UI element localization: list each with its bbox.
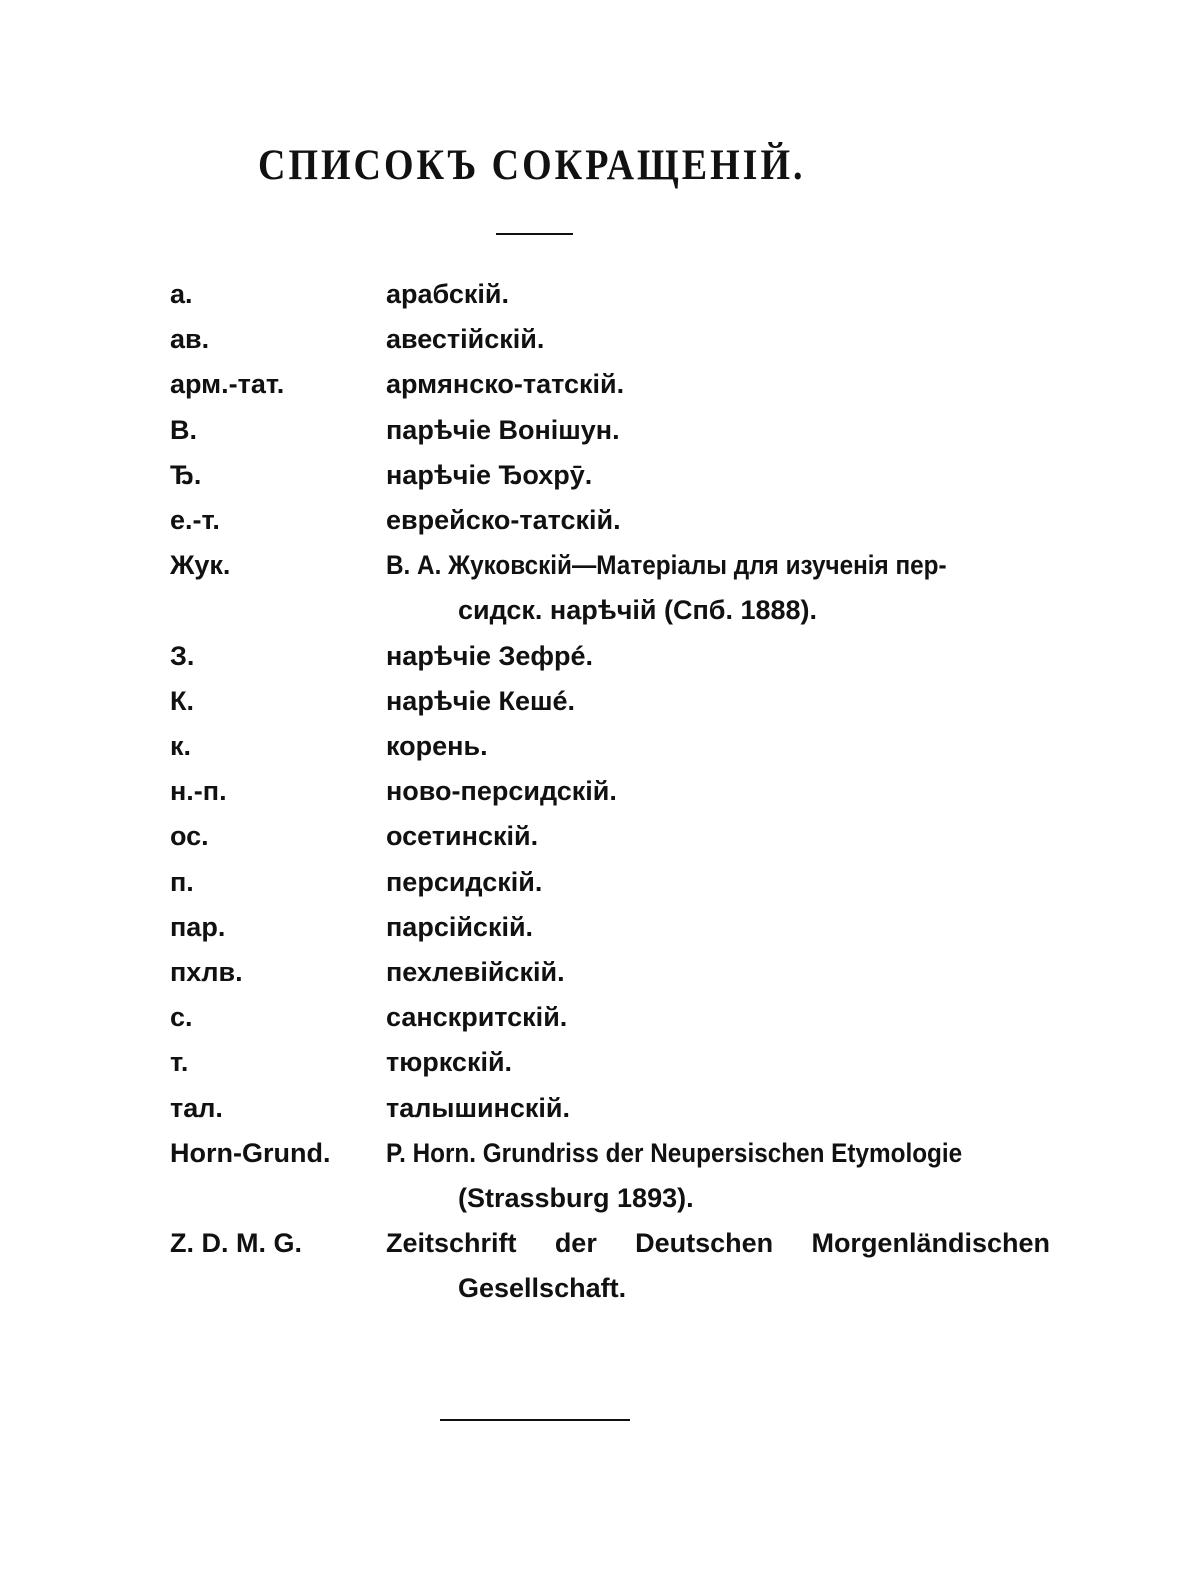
list-item: [170, 543, 1050, 633]
expansion-word: Deutschen: [635, 1228, 774, 1259]
expansion: санскритскій.: [386, 1002, 568, 1033]
expansion: еврейско-татскій.: [386, 505, 621, 536]
expansion: корень.: [386, 731, 488, 762]
expansion: авестійскій.: [386, 324, 545, 355]
list-item: [170, 1131, 1050, 1221]
abbreviation: Ђ.: [170, 459, 202, 490]
expansion: [386, 1131, 1050, 1221]
abbreviation: с.: [170, 1002, 193, 1033]
list-item: [170, 408, 1050, 453]
list-item: [170, 724, 1050, 769]
expansion: нарѣчіе Зефрé.: [386, 640, 594, 671]
expansion-line-1: P. Horn. Grundriss der Neupersischen Etymologie: [386, 1137, 963, 1168]
expansion-word: Zeitschrift: [386, 1228, 517, 1259]
abbreviation: а.: [170, 279, 193, 309]
abbreviation: е.-т.: [170, 505, 220, 536]
list-item: [170, 634, 1050, 679]
expansion: нарѣчіе Ђохрӯ.: [386, 459, 593, 490]
expansion-word: der: [554, 1228, 597, 1259]
expansion: пехлевійскій.: [386, 957, 565, 988]
abbreviation: арм.-тат.: [170, 369, 285, 400]
list-item: [170, 769, 1050, 814]
abbreviation: т.: [170, 1047, 189, 1078]
list-item: [170, 272, 1050, 317]
list-item: [170, 498, 1050, 543]
expansion: ново-персидскій.: [386, 776, 617, 807]
abbreviation: н.-п.: [170, 776, 227, 807]
list-item: [170, 1040, 1050, 1085]
expansion: персидскій.: [386, 866, 543, 897]
abbreviation: п.: [170, 866, 194, 897]
expansion: тюркскій.: [386, 1047, 513, 1078]
abbreviation: ав.: [170, 324, 210, 355]
list-item: [170, 317, 1050, 362]
expansion-line-1: В. А. Жуковскій—Матеріалы для изученія пер-: [386, 550, 947, 581]
expansion: парѣчіе Вонішун.: [386, 414, 620, 445]
expansion: армянско-татскій.: [386, 369, 625, 400]
abbreviation: пхлв.: [170, 957, 243, 988]
abbreviation: ос.: [170, 821, 209, 852]
list-item: [170, 1221, 1050, 1311]
expansion-line-2: сидск. нарѣчій (Спб. 1888).: [458, 595, 818, 626]
title-divider: [496, 233, 573, 235]
expansion-word: Morgenländischen: [811, 1228, 1050, 1259]
list-item: [170, 950, 1050, 995]
expansion: нарѣчіе Кешé.: [386, 685, 575, 716]
expansion-line-1: [386, 1221, 1050, 1266]
abbreviation: К.: [170, 685, 194, 716]
list-item: [170, 995, 1050, 1040]
list-item: [170, 860, 1050, 905]
list-item: [170, 905, 1050, 950]
list-item: [170, 1086, 1050, 1131]
abbreviation: Жук.: [170, 550, 231, 581]
abbreviation: Horn-Grund.: [170, 1137, 331, 1168]
expansion-line-2: Gesellschaft.: [458, 1273, 627, 1304]
abbreviation: пар.: [170, 911, 226, 942]
expansion: талышинскій.: [386, 1092, 570, 1123]
expansion: [386, 543, 1050, 633]
abbreviation: к.: [170, 731, 192, 762]
abbreviation: Z. D. M. G.: [170, 1228, 302, 1259]
list-item: [170, 362, 1050, 407]
abbreviation-list: [170, 272, 1050, 1312]
abbreviation: В.: [170, 414, 197, 445]
expansion: арабскій.: [386, 279, 509, 309]
abbreviation: тал.: [170, 1092, 223, 1123]
page-title: СПИСОКЪ СОКРАЩЕНІЙ.: [258, 141, 806, 190]
expansion: [386, 1221, 1050, 1311]
expansion-line-2: (Strassburg 1893).: [458, 1183, 694, 1214]
closing-divider: [440, 1419, 630, 1421]
list-item: [170, 679, 1050, 724]
abbreviation: З.: [170, 640, 195, 671]
list-item: [170, 453, 1050, 498]
expansion: осетинскій.: [386, 821, 539, 852]
list-item: [170, 814, 1050, 859]
expansion: парсійскій.: [386, 911, 534, 942]
